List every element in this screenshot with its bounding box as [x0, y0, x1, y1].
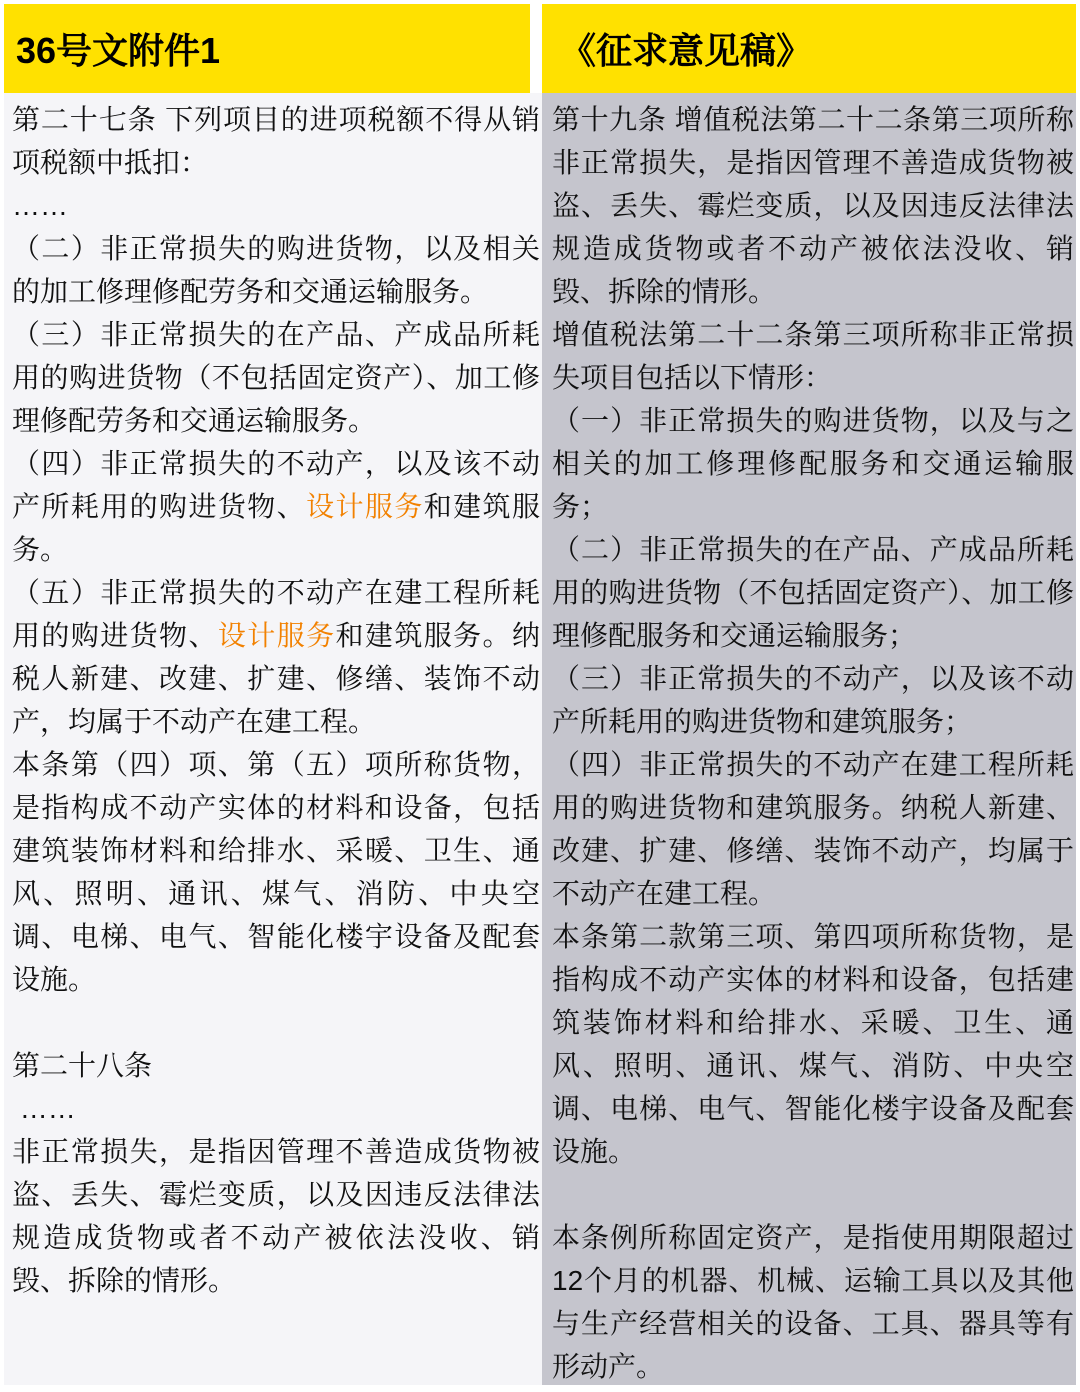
text-run: 非正常损失，是指因管理不善造成货物被盗、丢失、霉烂变质，以及因违反法律法规造成货物或者不动产被依法没收、销毁、拆除的情形。: [12, 1136, 540, 1296]
paragraph: [552, 528, 1074, 657]
paragraph: [12, 1087, 540, 1130]
paragraph: [12, 313, 540, 442]
paragraph: [12, 743, 540, 1001]
left-column-body: [4, 93, 542, 1385]
paragraph: [552, 915, 1074, 1173]
paragraph: [12, 571, 540, 743]
right-column-header: 《征求意见稿》: [542, 4, 1076, 93]
highlighted-term: 设计服务: [306, 491, 424, 522]
text-run: 本条第（四）项、第（五）项所称货物，是指构成不动产实体的材料和设备，包括建筑装饰材料和给排水、采暖、卫生、通风、照明、通讯、煤气、消防、中央空调、电梯、电气、智能化楼宇设备及配套设施。: [12, 749, 540, 995]
text-run: 增值税法第二十二条第三项所称非正常损失项目包括以下情形：: [552, 319, 1074, 393]
text-run: （四）非正常损失的不动产，以及该不动产所耗用的购进货物、: [12, 448, 540, 522]
paragraph: [12, 184, 540, 227]
text-run: 本条第二款第三项、第四项所称货物，是指构成不动产实体的材料和设备，包括建筑装饰材料和给排水、采暖、卫生、通风、照明、通讯、煤气、消防、中央空调、电梯、电气、智能化楼宇设备及配套设施。: [552, 921, 1074, 1167]
paragraph: [552, 657, 1074, 743]
paragraph: [552, 399, 1074, 528]
text-run: （二）非正常损失的购进货物，以及相关的加工修理修配劳务和交通运输服务。: [12, 233, 540, 307]
table-body-row: [4, 93, 1076, 1385]
text-run: （三）非正常损失的不动产，以及该不动产所耗用的购进货物和建筑服务；: [552, 663, 1074, 737]
text-run: （五）非正常损失的不动产在建工程所耗用的购进货物、: [12, 577, 540, 651]
text-run: 本条例所称固定资产，是指使用期限超过12个月的机器、机械、运输工具以及其他与生产经营相关的设备、工具、器具等有形动产。: [552, 1222, 1074, 1382]
paragraph: [12, 227, 540, 313]
paragraph: [552, 313, 1074, 399]
blank-line: [12, 1001, 540, 1044]
text-run: 和建筑服务。: [12, 491, 540, 565]
text-run: （四）非正常损失的不动产在建工程所耗用的购进货物和建筑服务。纳税人新建、改建、扩建、修缮、装饰不动产，均属于不动产在建工程。: [552, 749, 1074, 909]
paragraph: [552, 1216, 1074, 1385]
table-header-row: [4, 4, 1076, 93]
highlighted-term: 设计服务: [217, 620, 336, 651]
text-run: 第十九条 增值税法第二十二条第三项所称非正常损失，是指因管理不善造成货物被盗、丢失、霉烂变质，以及因违反法律法规造成货物或者不动产被依法没收、销毁、拆除的情形。: [552, 104, 1074, 307]
column-divider: [530, 4, 542, 93]
paragraph: [12, 442, 540, 571]
right-column-body: [542, 93, 1076, 1385]
text-run: ……: [12, 190, 68, 221]
blank-line: [552, 1173, 1074, 1216]
left-column-header: 36号文附件1: [4, 4, 530, 93]
paragraph: [12, 98, 540, 184]
text-run: 第二十七条 下列项目的进项税额不得从销项税额中抵扣：: [12, 104, 540, 178]
text-run: ……: [12, 1093, 76, 1124]
text-run: （一）非正常损失的购进货物，以及与之相关的加工修理修配服务和交通运输服务；: [552, 405, 1074, 522]
text-run: （三）非正常损失的在产品、产成品所耗用的购进货物（不包括固定资产）、加工修理修配劳务和交通运输服务。: [12, 319, 540, 436]
paragraph: [12, 1044, 540, 1087]
paragraph: [552, 743, 1074, 915]
text-run: 第二十八条: [12, 1050, 153, 1081]
paragraph: [552, 98, 1074, 313]
text-run: （二）非正常损失的在产品、产成品所耗用的购进货物（不包括固定资产）、加工修理修配服务和交通运输服务；: [552, 534, 1074, 651]
paragraph: [12, 1130, 540, 1302]
text-run: 和建筑服务。纳税人新建、改建、扩建、修缮、装饰不动产，均属于不动产在建工程。: [12, 620, 540, 737]
